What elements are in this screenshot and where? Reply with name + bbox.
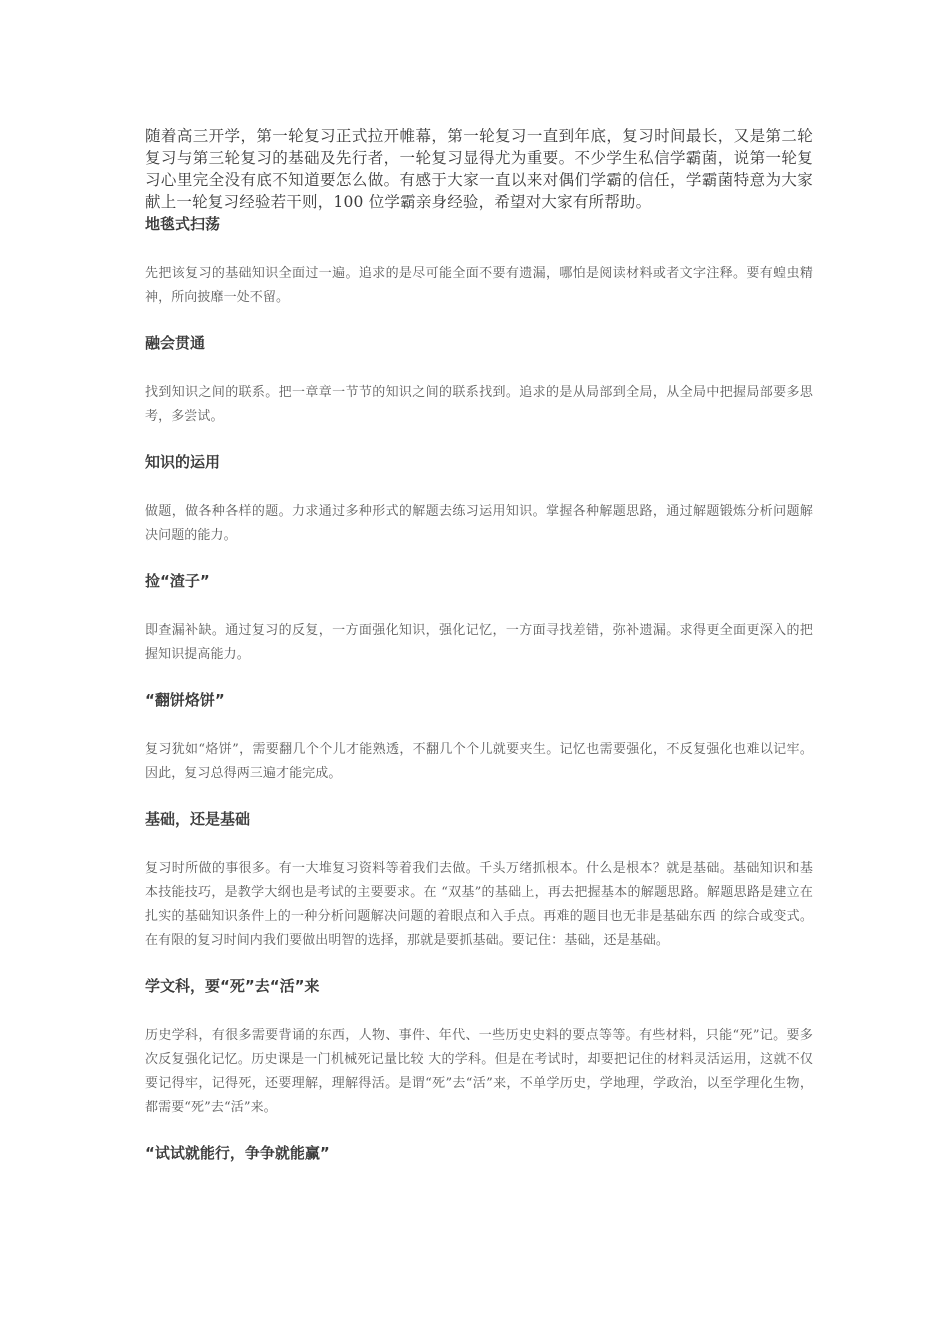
section-body: 做题，做各种各样的题。力求通过多种形式的解题去练习运用知识。掌握各种解题思路，通过解题锻炼分析问题解决问题的能力。: [145, 504, 813, 543]
section-heading: 捡“渣子”: [145, 572, 210, 590]
section-heading: 知识的运用: [145, 453, 221, 471]
section-body: 找到知识之间的联系。把一章章一节节的知识之间的联系找到。追求的是从局部到全局，从全局中把握局部要多思考，多尝试。: [145, 385, 813, 424]
article-content: [145, 125, 813, 1164]
section-basics: [145, 808, 813, 953]
section-knowledge-application: [145, 451, 813, 548]
section-try-and-win: [145, 1142, 813, 1164]
section-heading: “试试就能行，争争就能赢”: [145, 1144, 330, 1162]
section-body: 复习时所做的事很多。有一大堆复习资料等着我们去做。千头万绪抓根本。什么是根本？就是基础。基础知识和基本技能技巧，是教学大纲也是考试的主要要求。在 “双基”的基础上，再去把握基本的解题思路。解题思路是建立在扎实的基础知识条件上的一种分析问题解决问题的着眼点和入手点。再难的题目也无非是基础东西 的综合或变式。在有限的复习时间内我们要做出明智的选择，那就是要抓基础。要记住：基础，还是基础。: [145, 861, 813, 948]
section-body: 复习犹如“烙饼”，需要翻几个个儿才能熟透，不翻几个个儿就要夹生。记忆也需要强化，不反复强化也难以记牢。因此，复习总得两三遍才能完成。: [145, 742, 813, 781]
section-heading: 融会贯通: [145, 334, 206, 352]
section-body: 历史学科，有很多需要背诵的东西，人物、事件、年代、一些历史史料的要点等等。有些材料，只能“死”记。要多次反复强化记忆。历史课是一门机械死记量比较 大的学科。但是在考试时，却要把记住的材料灵活运用，这就不仅要记得牢，记得死，还要理解，理解得活。是谓“死”去“活”来，不单学历史，学地理，学政治，以至学理化生物，都需要“死”去“活”来。: [145, 1028, 813, 1115]
section-heading: “翻饼烙饼”: [145, 691, 225, 709]
section-heading: 学文科，要“死”去“活”来: [145, 977, 320, 995]
section-body: 先把该复习的基础知识全面过一遍。追求的是尽可能全面不要有遗漏，哪怕是阅读材料或者文字注释。要有蝗虫精神，所向披靡一处不留。: [145, 266, 813, 305]
section-body: 即查漏补缺。通过复习的反复，一方面强化知识，强化记忆，一方面寻找差错，弥补遗漏。求得更全面更深入的把握知识提高能力。: [145, 623, 813, 662]
section-pick-residue: [145, 570, 813, 667]
section-flip-pancake: [145, 689, 813, 786]
section-heading: 基础，还是基础: [145, 810, 251, 828]
section-liberal-arts: [145, 975, 813, 1120]
section-integration: [145, 332, 813, 429]
section-carpet-sweep: [145, 213, 813, 310]
section-heading: 地毯式扫荡: [145, 215, 221, 233]
intro-paragraph: 随着高三开学，第一轮复习正式拉开帷幕，第一轮复习一直到年底，复习时间最长，又是第二轮复习与第三轮复习的基础及先行者，一轮复习显得尤为重要。不少学生私信学霸菌，说第一轮复习心里完全没有底不知道要怎么做。有感于大家一直以来对偶们学霸的信任，学霸菌特意为大家献上一轮复习经验若干则，100 位学霸亲身经验，希望对大家有所帮助。: [145, 127, 813, 211]
